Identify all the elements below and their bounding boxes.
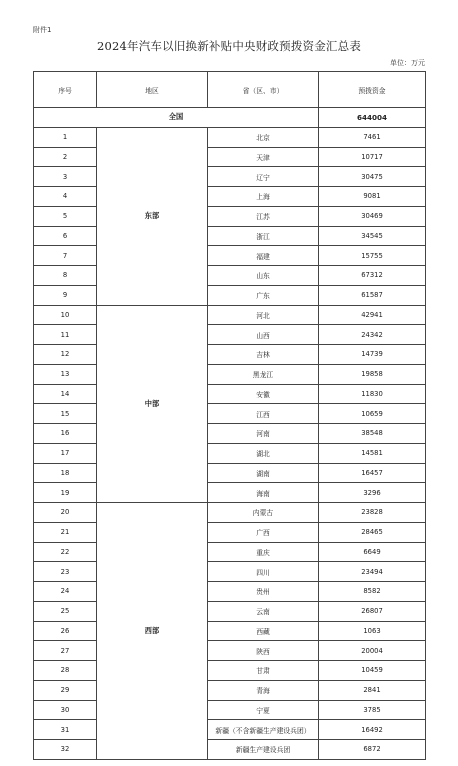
row-number: 26 — [34, 621, 97, 641]
amount-cell: 9081 — [319, 187, 426, 207]
province-cell: 广东 — [208, 285, 319, 305]
province-cell: 青海 — [208, 680, 319, 700]
total-value: 644004 — [319, 108, 426, 128]
province-cell: 宁夏 — [208, 700, 319, 720]
amount-cell: 19858 — [319, 364, 426, 384]
row-number: 6 — [34, 226, 97, 246]
amount-cell: 10717 — [319, 147, 426, 167]
column-header-amount: 预拨资金 — [319, 72, 426, 108]
province-cell: 山西 — [208, 325, 319, 345]
province-cell: 江苏 — [208, 206, 319, 226]
row-number: 22 — [34, 542, 97, 562]
row-number: 10 — [34, 305, 97, 325]
province-cell: 四川 — [208, 562, 319, 582]
row-number: 5 — [34, 206, 97, 226]
row-number: 17 — [34, 443, 97, 463]
table-row — [34, 364, 426, 384]
row-number: 24 — [34, 582, 97, 602]
amount-cell: 15755 — [319, 246, 426, 266]
amount-cell: 14739 — [319, 345, 426, 365]
amount-cell: 6872 — [319, 740, 426, 760]
province-cell: 重庆 — [208, 542, 319, 562]
attachment-label: 附件1 — [33, 26, 52, 34]
amount-cell: 11830 — [319, 384, 426, 404]
province-cell: 北京 — [208, 127, 319, 147]
row-number: 19 — [34, 483, 97, 503]
table-row — [34, 285, 426, 305]
row-number: 25 — [34, 601, 97, 621]
table-row — [34, 503, 426, 523]
province-cell: 福建 — [208, 246, 319, 266]
province-cell: 安徽 — [208, 384, 319, 404]
table-row — [34, 266, 426, 286]
amount-cell: 30469 — [319, 206, 426, 226]
row-number: 9 — [34, 285, 97, 305]
amount-cell: 16492 — [319, 720, 426, 740]
amount-cell: 61587 — [319, 285, 426, 305]
row-number: 8 — [34, 266, 97, 286]
row-number: 2 — [34, 147, 97, 167]
amount-cell: 1063 — [319, 621, 426, 641]
amount-cell: 23828 — [319, 503, 426, 523]
column-header-region: 地区 — [97, 72, 208, 108]
province-cell: 内蒙古 — [208, 503, 319, 523]
table-row — [34, 206, 426, 226]
region-cell: 西部 — [97, 503, 208, 760]
column-header-province: 省（区、市） — [208, 72, 319, 108]
table-row — [34, 424, 426, 444]
row-number: 23 — [34, 562, 97, 582]
row-number: 29 — [34, 680, 97, 700]
province-cell: 上海 — [208, 187, 319, 207]
row-number: 7 — [34, 246, 97, 266]
region-cell: 中部 — [97, 305, 208, 503]
amount-cell: 3785 — [319, 700, 426, 720]
amount-cell: 42941 — [319, 305, 426, 325]
amount-cell: 23494 — [319, 562, 426, 582]
province-cell: 河北 — [208, 305, 319, 325]
province-cell: 河南 — [208, 424, 319, 444]
table-row — [34, 404, 426, 424]
row-number: 32 — [34, 740, 97, 760]
table-row — [34, 147, 426, 167]
amount-cell: 14581 — [319, 443, 426, 463]
table-row — [34, 542, 426, 562]
row-number: 31 — [34, 720, 97, 740]
province-cell: 天津 — [208, 147, 319, 167]
province-cell: 陕西 — [208, 641, 319, 661]
province-cell: 吉林 — [208, 345, 319, 365]
row-number: 21 — [34, 522, 97, 542]
total-label: 全国 — [34, 108, 319, 128]
province-cell: 湖南 — [208, 463, 319, 483]
table-row — [34, 562, 426, 582]
amount-cell: 34545 — [319, 226, 426, 246]
province-cell: 新疆（不含新疆生产建设兵团） — [208, 720, 319, 740]
amount-cell: 26807 — [319, 601, 426, 621]
page-title: 2024年汽车以旧换新补贴中央财政预拨资金汇总表 — [96, 39, 362, 53]
table-row — [34, 621, 426, 641]
row-number: 18 — [34, 463, 97, 483]
table-row — [34, 127, 426, 147]
province-cell: 山东 — [208, 266, 319, 286]
amount-cell: 16457 — [319, 463, 426, 483]
row-number: 14 — [34, 384, 97, 404]
province-cell: 云南 — [208, 601, 319, 621]
row-number: 13 — [34, 364, 97, 384]
province-cell: 甘肃 — [208, 661, 319, 681]
region-cell: 东部 — [97, 127, 208, 305]
row-number: 28 — [34, 661, 97, 681]
amount-cell: 8582 — [319, 582, 426, 602]
table-row — [34, 740, 426, 760]
amount-cell: 28465 — [319, 522, 426, 542]
row-number: 20 — [34, 503, 97, 523]
amount-cell: 30475 — [319, 167, 426, 187]
total-row — [34, 108, 426, 128]
province-cell: 浙江 — [208, 226, 319, 246]
table-row — [34, 582, 426, 602]
row-number: 16 — [34, 424, 97, 444]
table-row — [34, 522, 426, 542]
table-row — [34, 661, 426, 681]
unit-label: 单位：万元 — [390, 59, 425, 67]
province-cell: 辽宁 — [208, 167, 319, 187]
table-header-row — [34, 72, 426, 108]
table-row — [34, 641, 426, 661]
amount-cell: 20004 — [319, 641, 426, 661]
province-cell: 湖北 — [208, 443, 319, 463]
province-cell: 广西 — [208, 522, 319, 542]
row-number: 12 — [34, 345, 97, 365]
row-number: 30 — [34, 700, 97, 720]
table-row — [34, 345, 426, 365]
row-number: 3 — [34, 167, 97, 187]
table-row — [34, 226, 426, 246]
amount-cell: 67312 — [319, 266, 426, 286]
table-row — [34, 167, 426, 187]
amount-cell: 10459 — [319, 661, 426, 681]
row-number: 11 — [34, 325, 97, 345]
table-row — [34, 700, 426, 720]
table-row — [34, 384, 426, 404]
table-row — [34, 325, 426, 345]
row-number: 15 — [34, 404, 97, 424]
table-row — [34, 443, 426, 463]
table-row — [34, 720, 426, 740]
amount-cell: 3296 — [319, 483, 426, 503]
table-row — [34, 601, 426, 621]
column-header-no: 序号 — [34, 72, 97, 108]
table-row — [34, 483, 426, 503]
province-cell: 海南 — [208, 483, 319, 503]
amount-cell: 2841 — [319, 680, 426, 700]
amount-cell: 38548 — [319, 424, 426, 444]
table-row — [34, 680, 426, 700]
funding-table — [33, 71, 426, 760]
amount-cell: 10659 — [319, 404, 426, 424]
province-cell: 新疆生产建设兵团 — [208, 740, 319, 760]
amount-cell: 24342 — [319, 325, 426, 345]
province-cell: 贵州 — [208, 582, 319, 602]
table-row — [34, 187, 426, 207]
province-cell: 西藏 — [208, 621, 319, 641]
row-number: 1 — [34, 127, 97, 147]
amount-cell: 7461 — [319, 127, 426, 147]
amount-cell: 6649 — [319, 542, 426, 562]
row-number: 27 — [34, 641, 97, 661]
province-cell: 江西 — [208, 404, 319, 424]
row-number: 4 — [34, 187, 97, 207]
table-row — [34, 463, 426, 483]
table-row — [34, 305, 426, 325]
province-cell: 黑龙江 — [208, 364, 319, 384]
table-row — [34, 246, 426, 266]
